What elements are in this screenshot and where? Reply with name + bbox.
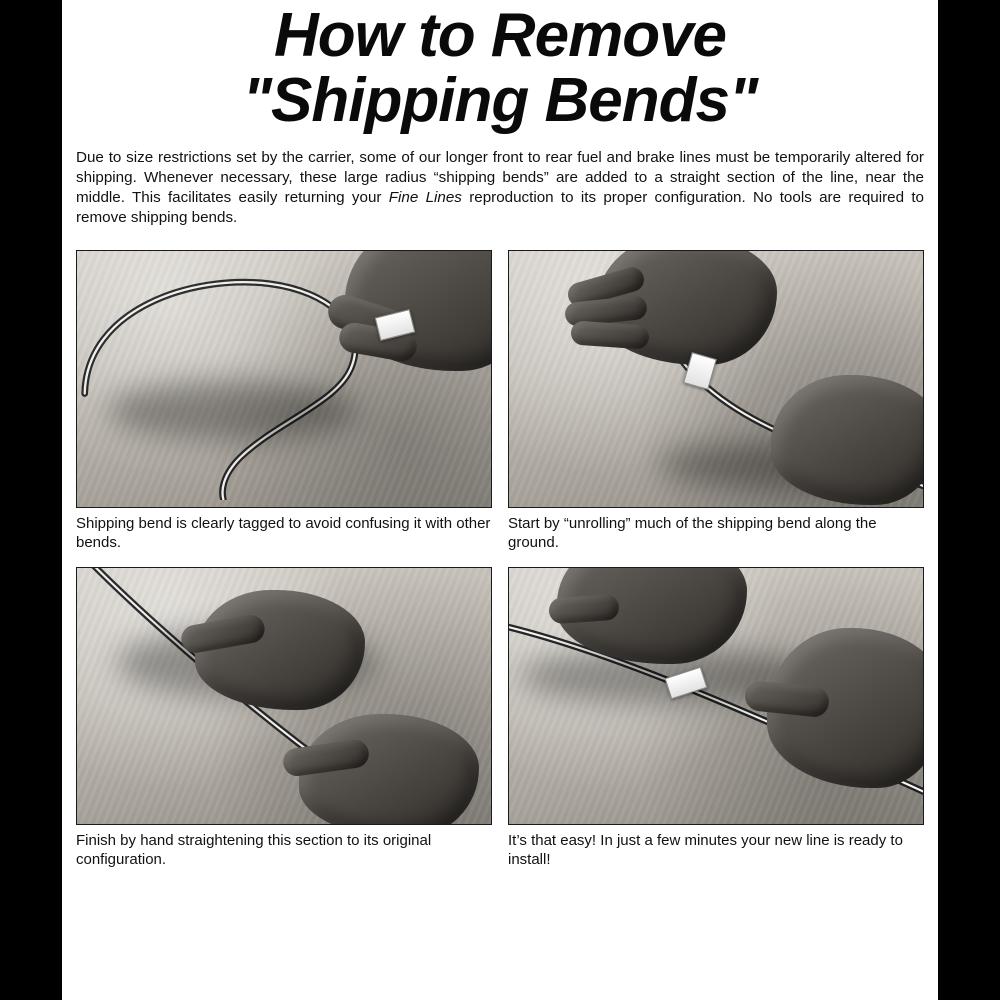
step-1-cell — [76, 250, 492, 553]
step-3-cell — [76, 567, 492, 870]
right-black-bar — [938, 0, 1000, 1000]
steps-row-1 — [76, 250, 924, 553]
poster-content — [62, 0, 938, 1000]
intro-paragraph: Due to size restrictions set by the carrier, some of our longer front to rear fuel and brake lines must be temporarily altered for shipping. Whenever necessary, these large radius “shipping bends” are added to a straight section of the line, near the middle. This facilitates easily returning your Fine Lines reproduction to its proper configuration. No tools are required to remove shipping bends. — [76, 148, 925, 227]
line-shadow — [107, 381, 357, 441]
step-4-caption: It’s that easy! In just a few minutes your new line is ready to install! — [508, 832, 903, 869]
hand-upper — [195, 590, 365, 710]
page-title — [62, 0, 938, 135]
step-2-photo — [508, 250, 924, 508]
hand-right — [771, 375, 924, 505]
step-3-photo — [76, 567, 492, 825]
step-1-photo — [76, 250, 492, 508]
step-1-caption: Shipping bend is clearly tagged to avoid confusing it with other bends. — [76, 515, 491, 552]
finger-1 — [548, 594, 620, 625]
brand-name: Fine Lines — [388, 188, 462, 206]
steps-row-2 — [76, 567, 924, 870]
left-black-bar — [0, 0, 62, 1000]
step-2-cell — [508, 250, 924, 553]
step-4-photo — [508, 567, 924, 825]
steps-grid — [76, 250, 924, 870]
title-line-2: "Shipping Bends" — [242, 65, 758, 135]
step-3-caption: Finish by hand straightening this section to its original configuration. — [76, 832, 432, 869]
step-4-cell — [508, 567, 924, 870]
step-2-caption: Start by “unrolling” much of the shipping bend along the ground. — [508, 515, 877, 552]
title-line-1: How to Remove — [273, 1, 727, 70]
